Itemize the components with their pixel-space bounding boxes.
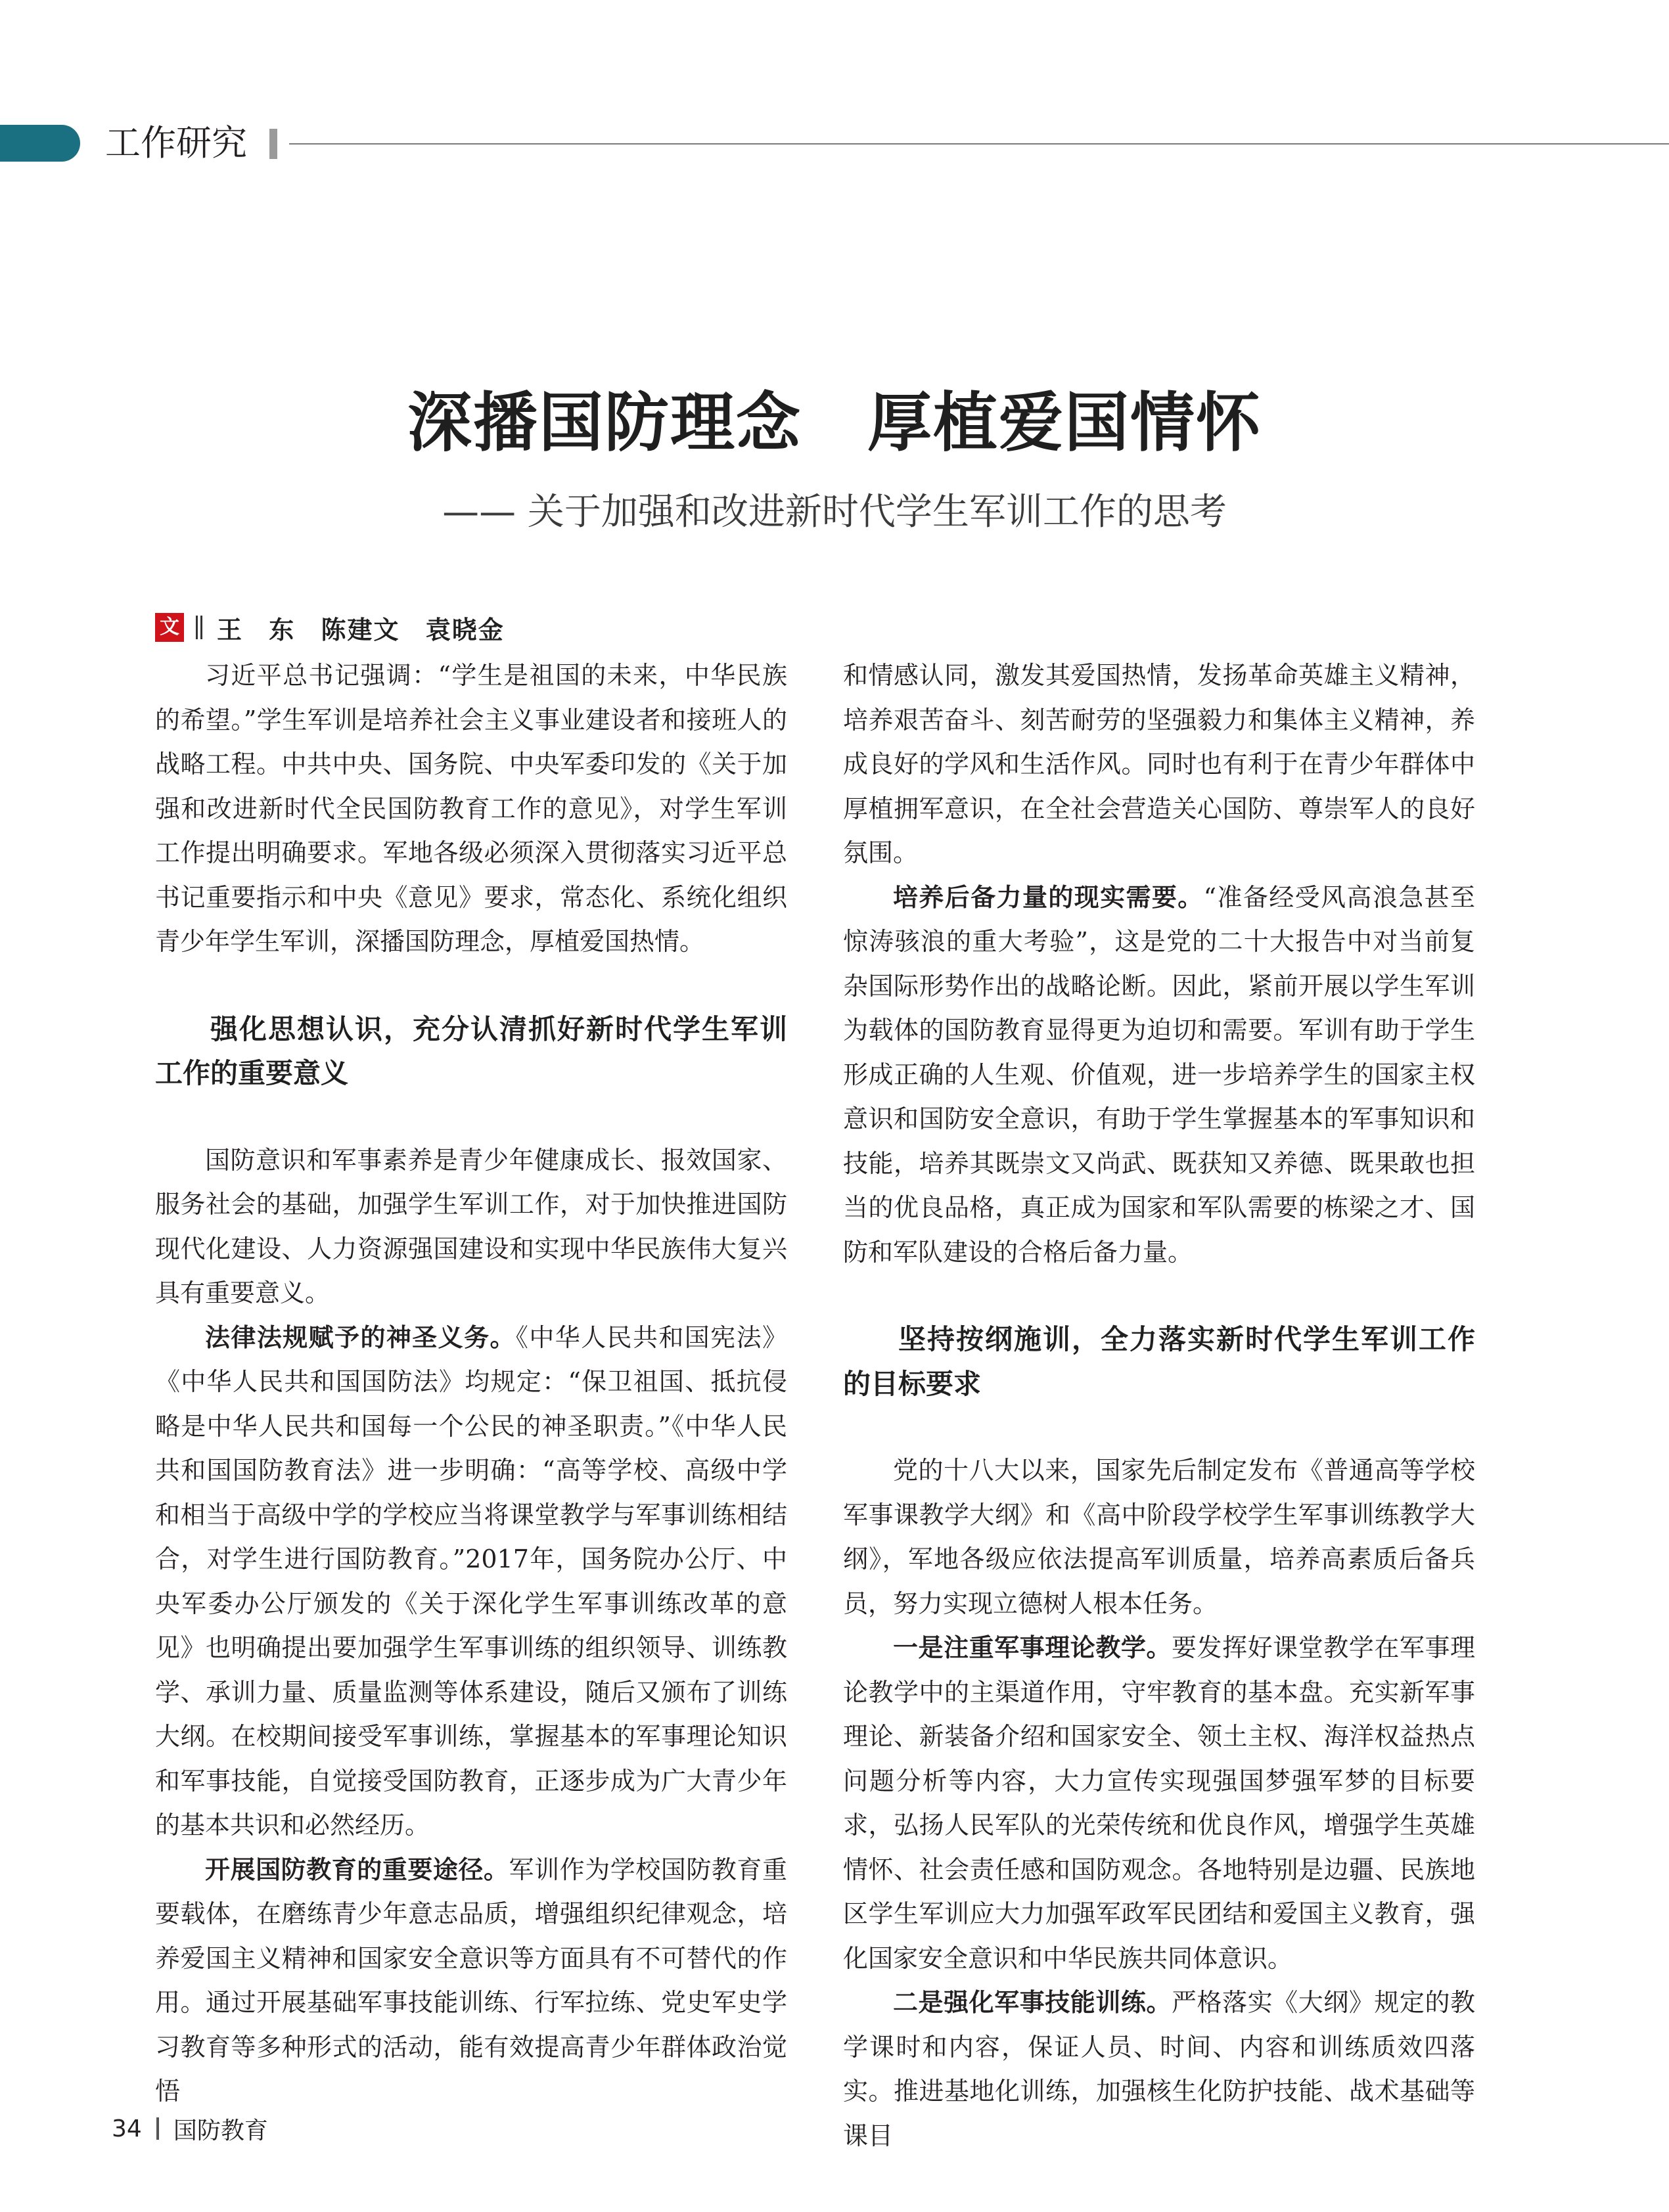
section-tab-marker xyxy=(0,125,80,162)
paragraph-body: 《中华人民共和国宪法》《中华人民共和国国防法》均规定：“保卫祖国、抵抗侵略是中华人民共和国每一个公民的神圣职责。”《中华人民共和国国防教育法》进一步明确：“高等学校、高级中学和相当于高级中学的学校应当将课堂教学与军事训练相结合，对学生进行国防教育。”2017年，国务院办公厅、中央军委办公厅颁发的《关于深化学生军事训练改革的意见》也明确提出要加强学生军事训练的组织领导、训练教学、承训力量、质量监测等体系建设，随后又颁布了训练大纲。在校期间接受军事训练，掌握基本的军事理论知识和军事技能，自觉接受国防教育，正逐步成为广大青少年的基本共识和必然经历。 xyxy=(155,1322,787,1840)
paragraph: 习近平总书记强调：“学生是祖国的未来，中华民族的希望。”学生军训是培养社会主义事业建设者和接班人的战略工程。中共中央、国务院、中央军委印发的《关于加强和改进新时代全民国防教育工作的意见》，对学生军训工作提出明确要求。军地各级必须深入贯彻落实习近平总书记重要指示和中央《意见》要求，常态化、系统化组织青少年学生军训，深播国防理念，厚植爱国热情。 xyxy=(155,661,787,956)
paragraph-lead: 开展国防教育的重要途径。 xyxy=(205,1855,509,1884)
section-heading: 强化思想认识，充分认清抓好新时代学生军训工作的重要意义 xyxy=(155,1012,787,1089)
paragraph-body: 军训作为学校国防教育重要载体，在磨练青少年意志品质，增强组织纪律观念，培养爱国主义精神和国家安全意识等方面具有不可替代的作用。通过开展基础军事技能训练、行军拉练、党史军史学习教育等多种形式的活动，能有效提高青少年群体政治觉悟 xyxy=(155,1855,787,2106)
byline-separator xyxy=(196,616,202,639)
paragraph xyxy=(843,1981,1475,2158)
right-column xyxy=(843,654,1475,2158)
header-rule xyxy=(289,143,1669,145)
article-subtitle: —— 关于加强和改进新时代学生军训工作的思考 xyxy=(442,491,1227,533)
section-label: 工作研究 xyxy=(105,122,247,164)
header-divider-bar xyxy=(269,129,277,159)
paragraph xyxy=(843,1626,1475,1981)
text-author-icon: 文 xyxy=(155,613,184,642)
paragraph xyxy=(843,876,1475,1275)
paragraph-lead: 培养后备力量的现实需要。 xyxy=(893,882,1204,912)
paragraph-body: 严格落实《大纲》规定的教学课时和内容，保证人员、时间、内容和训练质效四落实。推进基地化训练，加强核生化防护技能、战术基础等课目 xyxy=(843,1988,1475,2150)
section-heading: 坚持按纲施训，全力落实新时代学生军训工作的目标要求 xyxy=(843,1323,1475,1400)
paragraph-lead: 一是注重军事理论教学。 xyxy=(893,1633,1172,1662)
paragraph: 党的十八大以来，国家先后制定发布《普通高等学校军事课教学大纲》和《高中阶段学校学生军事训练教学大纲》，军地各级应依法提高军训质量，培养高素质后备兵员，努力实现立德树人根本任务。 xyxy=(843,1456,1475,1618)
author-names: 王 东 陈建文 袁晓金 xyxy=(217,615,505,644)
paragraph xyxy=(155,1316,787,1848)
page-footer xyxy=(112,2112,268,2145)
article-title xyxy=(0,371,1669,464)
paragraph: 国防意识和军事素养是青少年健康成长、报效国家、服务社会的基础，加强学生军训工作，对于加快推进国防现代化建设、人力资源强国建设和实现中华民族伟大复兴具有重要意义。 xyxy=(155,1145,787,1307)
paragraph-lead: 法律法规赋予的神圣义务。 xyxy=(205,1322,516,1352)
paragraph xyxy=(155,1848,787,2114)
paragraph-body: “准备经受风高浪急甚至惊涛骇浪的重大考验”，这是党的二十大报告中对当前复杂国际形势作出的战略论断。因此，紧前开展以学生军训为载体的国防教育显得更为迫切和需要。军训有助于学生形成正确的人生观、价值观，进一步培养学生的国家主权意识和国防安全意识，有助于学生掌握基本的军事知识和技能，培养其既崇文又尚武、既获知又养德、既果敢也担当的优良品格，真正成为国家和军队需要的栋梁之才、国防和军队建设的合格后备力量。 xyxy=(843,882,1475,1267)
paragraph-lead: 二是强化军事技能训练。 xyxy=(893,1988,1172,2017)
paragraph: 和情感认同，激发其爱国热情，发扬革命英雄主义精神，培养艰苦奋斗、刻苦耐劳的坚强毅力和集体主义精神，养成良好的学风和生活作风。同时也有利于在青少年群体中厚植拥军意识，在全社会营造关心国防、尊崇军人的良好氛围。 xyxy=(843,661,1475,867)
magazine-name: 国防教育 xyxy=(173,2117,268,2144)
page-number: 34 xyxy=(112,2115,142,2142)
article-title-part2: 厚植爱国情怀 xyxy=(867,386,1262,461)
footer-separator xyxy=(156,2117,159,2140)
left-column xyxy=(155,654,787,2114)
article-title-part1: 深播国防理念 xyxy=(407,386,802,461)
byline xyxy=(155,611,505,644)
paragraph-body: 要发挥好课堂教学在军事理论教学中的主渠道作用，守牢教育的基本盘。充实新军事理论、新装备介绍和国家安全、领土主权、海洋权益热点问题分析等内容，大力宣传实现强国梦强军梦的目标要求，弘扬人民军队的光荣传统和优良作风，增强学生英雄情怀、社会责任感和国防观念。各地特别是边疆、民族地区学生军训应大力加强军政军民团结和爱国主义教育，强化国家安全意识和中华民族共同体意识。 xyxy=(843,1633,1475,1973)
